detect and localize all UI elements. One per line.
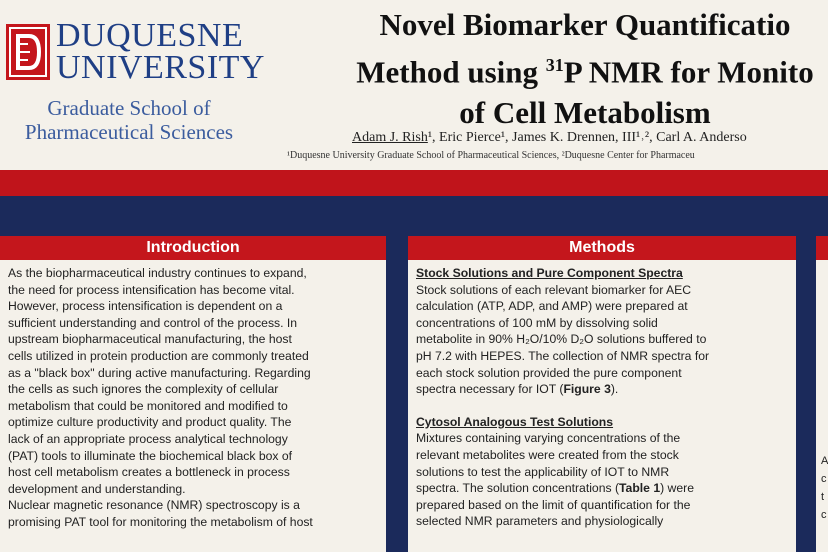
third-panel-text-edge: [821, 452, 828, 524]
text-fragment: ).: [610, 382, 619, 397]
other-authors: ¹, Eric Pierce¹, James K. Drennen, III¹˒², Carl A. Anderso: [427, 130, 747, 145]
text-line: upstream biopharmaceutical manufacturing, the host: [8, 332, 292, 347]
text-line: calculation (ATP, ADP, and AMP) were prepared at: [416, 299, 688, 314]
title-line-3: of Cell Metabolism: [459, 95, 711, 131]
poster-header: [0, 0, 828, 170]
text-line: Stock solutions of each relevant biomarker for AEC: [416, 282, 692, 297]
lead-author: Adam J. Rish: [352, 130, 428, 145]
text-line: as a "black box" during active manufacturing. Regarding: [8, 365, 311, 380]
section-title-stock-solutions: Stock Solutions and Pure Component Spectra: [416, 266, 683, 280]
text-line: the need for process intensification has become vital.: [8, 282, 295, 297]
text-line: pH 7.2 with HEPES. The collection of NMR spectra for: [416, 348, 710, 363]
text-line: As the biopharmaceutical industry continues to expand,: [8, 266, 307, 280]
introduction-body: [0, 260, 386, 531]
text-line: relevant metabolites were created from the stock: [416, 447, 679, 462]
text-line: optimize culture productivity and product quality. The: [8, 415, 292, 430]
methods-heading: Methods: [408, 236, 796, 260]
wordmark-line-2: UNIVERSITY: [56, 49, 265, 86]
text-line: Mixtures containing varying concentrations of the: [416, 431, 681, 446]
school-line-2: Pharmaceutical Sciences: [24, 120, 234, 144]
text-line: However, process intensification is dependent on a: [8, 299, 283, 314]
methods-body: [408, 260, 796, 530]
text-line: cells utilized in protein production are commonly treated: [8, 348, 309, 363]
edge-fragment: t: [821, 491, 825, 503]
edge-fragment: c: [821, 509, 827, 521]
text-fragment: ) were: [660, 481, 694, 496]
text-line: (PAT) tools to illuminate the biochemical black box of: [8, 448, 293, 463]
text-line: the cells as such ignores the complexity of cellular: [8, 382, 279, 397]
text-fragment: spectra. The solution concentrations (: [416, 481, 620, 496]
introduction-heading: Introduction: [0, 236, 386, 260]
edge-fragment: A: [821, 455, 828, 467]
school-line-1: Graduate School of: [47, 96, 211, 120]
author-list: [352, 130, 747, 146]
edge-fragment: c: [821, 473, 827, 485]
text-line: metabolism that could be monitored and modified to: [8, 398, 288, 413]
text-line: each stock solution provided the pure component: [416, 365, 682, 380]
text-line: [416, 480, 788, 497]
text-line: selected NMR parameters and physiologically: [416, 514, 664, 529]
third-panel-heading-edge: [816, 236, 828, 260]
red-divider-stripe: [0, 170, 828, 196]
school-name: [0, 96, 258, 144]
title-line-1: Novel Biomarker Quantificatio: [379, 7, 791, 42]
methods-panel: [408, 236, 796, 552]
wordmark-line-1: DUQUESNE: [56, 17, 244, 54]
isotope-superscript: 31: [545, 55, 564, 75]
duquesne-shield-logo-icon: [6, 24, 50, 80]
text-line: development and understanding.: [8, 481, 186, 496]
title-line-2: [285, 45, 828, 92]
introduction-panel: [0, 236, 386, 552]
poster-title: [285, 4, 828, 133]
figure-reference: Figure 3: [563, 382, 611, 397]
text-line: host cell metabolism creates a bottleneck in process: [8, 465, 290, 480]
text-line: solutions to test the applicability of IOT to NMR: [416, 464, 670, 479]
text-line: metabolite in 90% H₂O/10% D₂O solutions buffered to: [416, 332, 707, 347]
title-line-2-pre: Method using: [356, 54, 546, 90]
university-wordmark: [56, 17, 265, 86]
text-line: sufficient understanding and control of the process. In: [8, 315, 298, 330]
title-line-2-post: P NMR for Monito: [563, 54, 814, 90]
text-line: lack of an appropriate process analytical technology: [8, 431, 288, 446]
text-line: concentrations of 100 mM by dissolving solid: [416, 315, 658, 330]
text-line: prepared based on the limit of quantification for the: [416, 497, 691, 512]
text-line: [416, 381, 788, 398]
text-line: Nuclear magnetic resonance (NMR) spectroscopy is a: [8, 498, 300, 513]
affiliations: ¹Duquesne University Graduate School of Pharmaceutical Sciences, ²Duquesne Center for Pharmaceu: [287, 150, 695, 161]
text-line: promising PAT tool for monitoring the metabolism of host: [8, 514, 313, 529]
paragraph-gap: [416, 398, 788, 414]
section-title-cytosol-solutions: Cytosol Analogous Test Solutions: [416, 414, 614, 429]
table-reference: Table 1: [619, 481, 661, 496]
text-fragment: spectra necessary for IOT (: [416, 382, 564, 397]
